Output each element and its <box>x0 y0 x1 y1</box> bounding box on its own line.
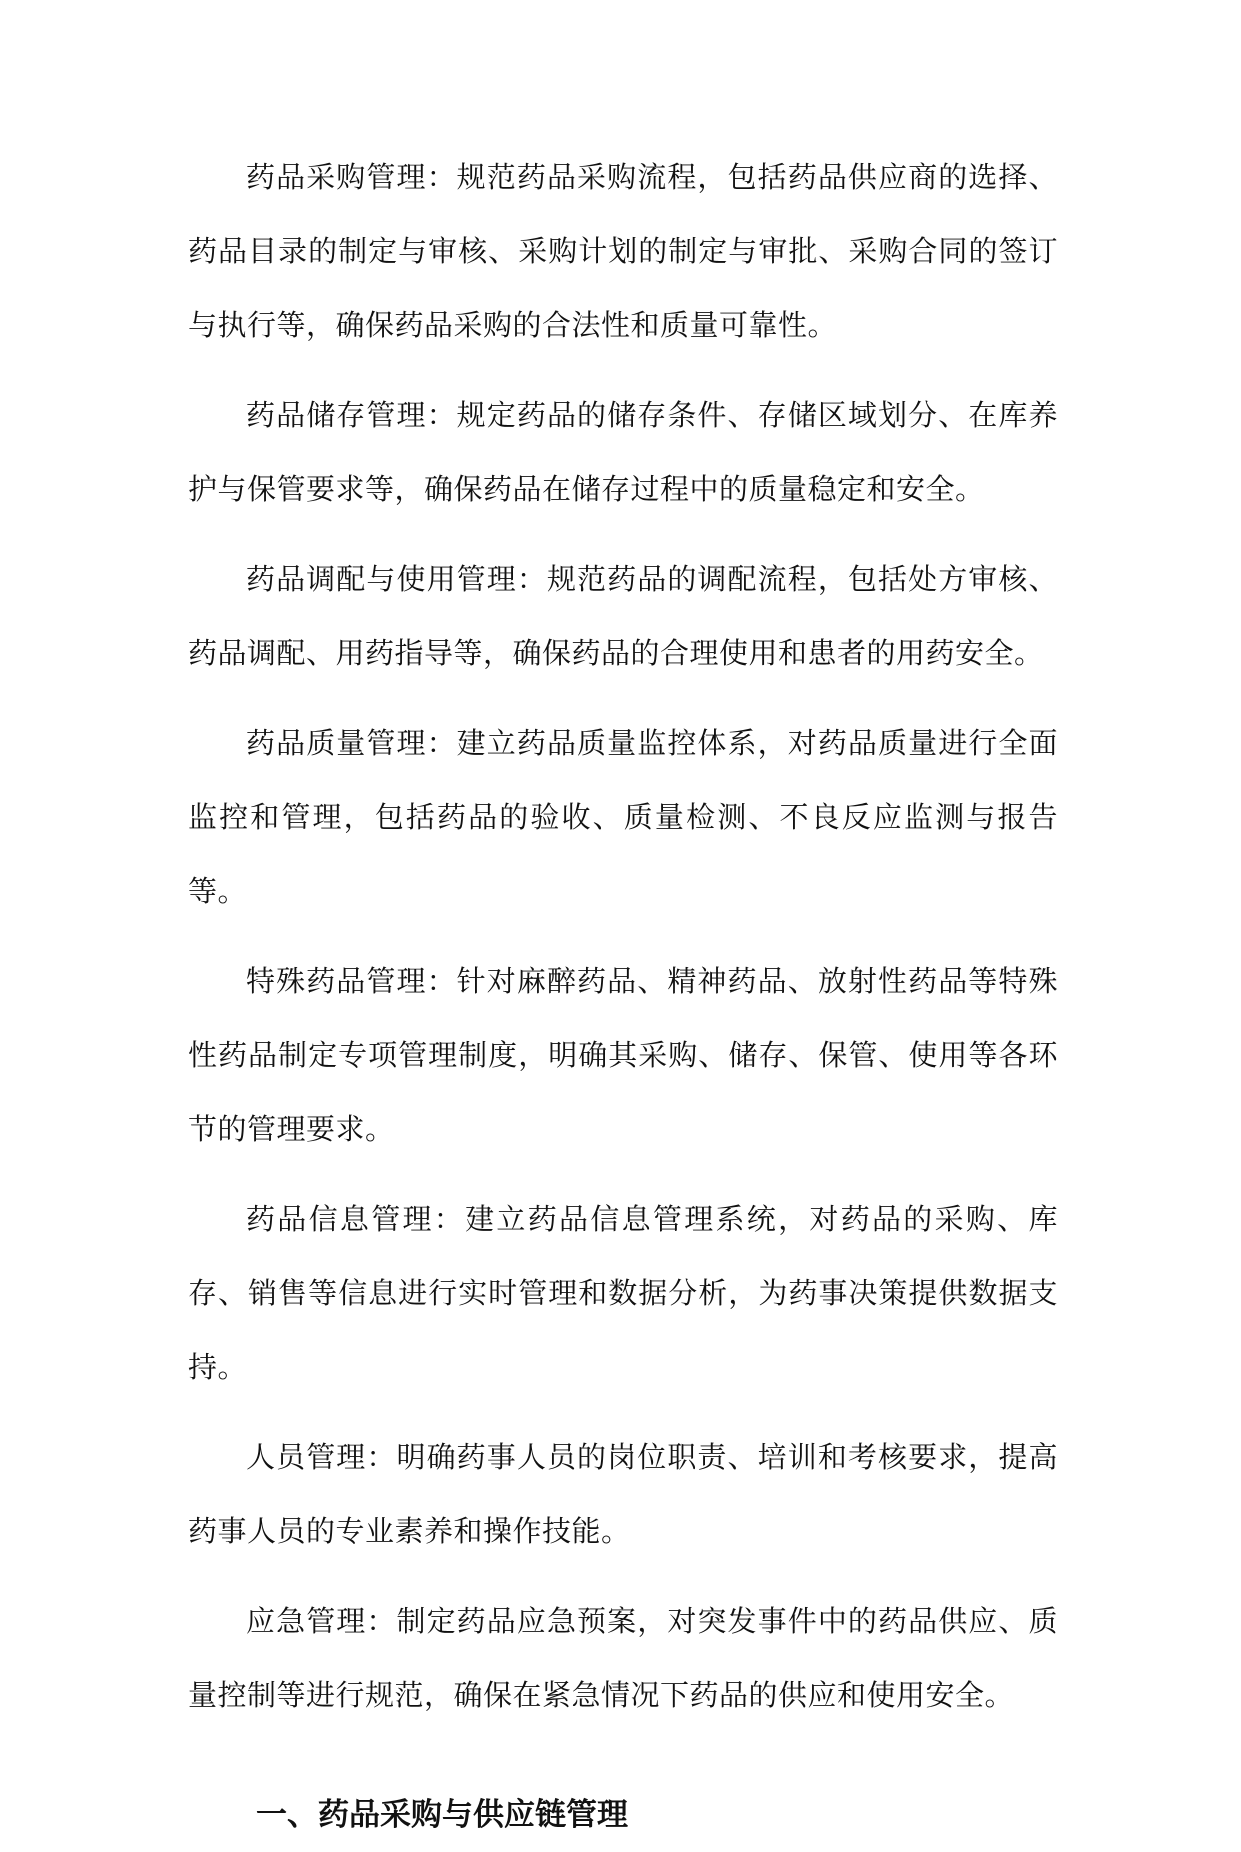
paragraph-dispensing: 药品调配与使用管理：规范药品的调配流程，包括处方审核、药品调配、用药指导等，确保药品的合理使用和患者的用药安全。 <box>188 562 1058 670</box>
paragraph-special-drugs: 特殊药品管理：针对麻醉药品、精神药品、放射性药品等特殊性药品制定专项管理制度，明确其采购、储存、保管、使用等各环节的管理要求。 <box>188 964 1058 1146</box>
document-body <box>188 140 1058 1852</box>
section-heading: 一、药品采购与供应链管理 <box>256 1797 628 1833</box>
paragraph-quality: 药品质量管理：建立药品质量监控体系，对药品质量进行全面监控和管理，包括药品的验收、质量检测、不良反应监测与报告等。 <box>188 726 1058 908</box>
paragraph-emergency: 应急管理：制定药品应急预案，对突发事件中的药品供应、质量控制等进行规范，确保在紧急情况下药品的供应和使用安全。 <box>188 1604 1058 1712</box>
paragraph-personnel: 人员管理：明确药事人员的岗位职责、培训和考核要求，提高药事人员的专业素养和操作技能。 <box>188 1440 1058 1548</box>
paragraph-storage: 药品储存管理：规定药品的储存条件、存储区域划分、在库养护与保管要求等，确保药品在储存过程中的质量稳定和安全。 <box>188 398 1058 506</box>
paragraph-information: 药品信息管理：建立药品信息管理系统，对药品的采购、库存、销售等信息进行实时管理和数据分析，为药事决策提供数据支持。 <box>188 1202 1058 1384</box>
paragraph-procurement: 药品采购管理：规范药品采购流程，包括药品供应商的选择、药品目录的制定与审核、采购计划的制定与审批、采购合同的签订与执行等，确保药品采购的合法性和质量可靠性。 <box>188 160 1058 342</box>
